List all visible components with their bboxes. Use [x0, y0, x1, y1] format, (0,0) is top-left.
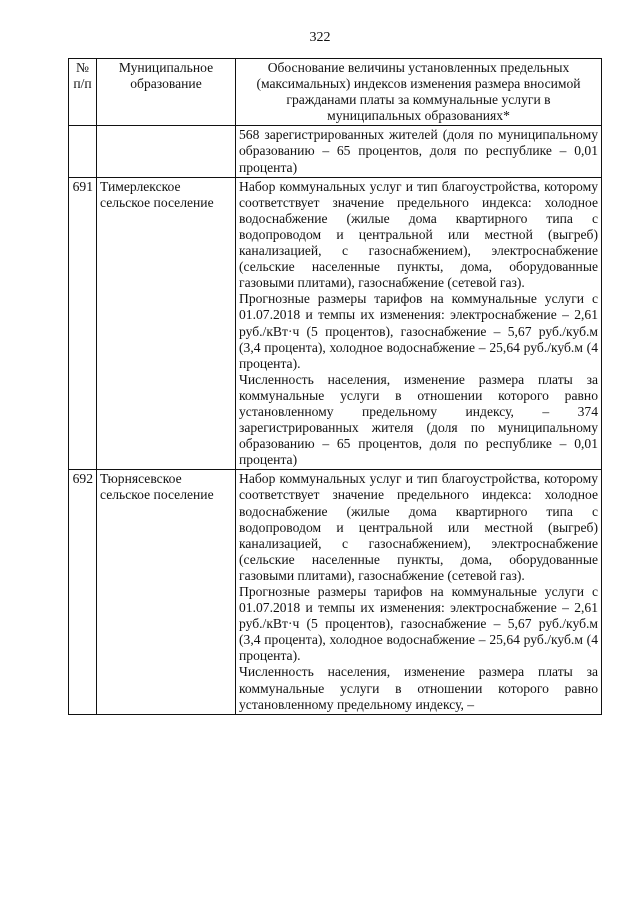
table-header-row — [69, 59, 602, 126]
continuation-number — [69, 126, 97, 177]
continuation-description — [236, 126, 602, 177]
table-row-continuation — [69, 126, 602, 177]
table-row — [69, 470, 602, 714]
row-description — [236, 470, 602, 714]
row-paragraph-population: Численность населения, изменение размера платы за коммунальные услуги в отношении которого равно установленному предельному индексу, – — [239, 664, 598, 712]
header-number — [69, 59, 97, 126]
row-municipality: Тюрнясевское сельское поселение — [97, 470, 236, 714]
row-paragraph-tariffs: Прогнозные размеры тарифов на коммунальные услуги с 01.07.2018 и темпы их изменения: электроснабжение – 2,61 руб./кВт·ч (5 процентов), газоснабжение – 5,67 руб./куб.м (3,4 процента), холодное водоснабжение – 25,64 руб./куб.м (4 процента). — [239, 584, 598, 664]
tariff-index-table — [68, 58, 602, 715]
header-municipality: Муниципальное образование — [97, 59, 236, 126]
continuation-municipality — [97, 126, 236, 177]
continuation-text: 568 зарегистрированных жителей (доля по муниципальному образованию – 65 процентов, доля по республике – 0,01 процента) — [239, 127, 598, 175]
row-paragraph-services: Набор коммунальных услуг и тип благоустройства, которому соответствует значение предельного индекса: холодное водоснабжение (жилые дома квартирного типа с водопроводом и центральной или местной (выгреб) канализацией, с газоснабжением), электроснабжение (сельские населенные пункты, дома, оборудованные газовыми плитами), газоснабжение (сетевой газ). — [239, 471, 598, 583]
row-number: 691 — [69, 177, 97, 470]
row-number: 692 — [69, 470, 97, 714]
header-description: Обоснование величины установленных предельных (максимальных) индексов изменения размера вносимой гражданами платы за коммунальные услуги в муниципальных образованиях* — [236, 59, 602, 126]
table-row — [69, 177, 602, 470]
row-paragraph-population: Численность населения, изменение размера платы за коммунальные услуги в отношении которого равно установленному предельному индексу, – 374 зарегистрированных жителя (доля по муниципальному образованию – 65 процентов, доля по республике – 0,01 процента) — [239, 371, 598, 468]
row-description — [236, 177, 602, 470]
header-number-line1: № — [76, 60, 89, 75]
header-number-line2: п/п — [73, 76, 92, 92]
page-number: 322 — [309, 30, 331, 45]
row-paragraph-tariffs: Прогнозные размеры тарифов на коммунальные услуги с 01.07.2018 и темпы их изменения: электроснабжение – 2,61 руб./кВт·ч (5 процентов), газоснабжение – 5,67 руб./куб.м (3,4 процента), холодное водоснабжение – 25,64 руб./куб.м (4 процента). — [239, 291, 598, 371]
row-municipality: Тимерлекское сельское поселение — [97, 177, 236, 470]
row-paragraph-services: Набор коммунальных услуг и тип благоустройства, которому соответствует значение предельного индекса: холодное водоснабжение (жилые дома квартирного типа с водопроводом и центральной или местной (выгреб) канализацией, с газоснабжением), электроснабжение (сельские населенные пункты, дома, оборудованные газовыми плитами), газоснабжение (сетевой газ). — [239, 178, 598, 291]
